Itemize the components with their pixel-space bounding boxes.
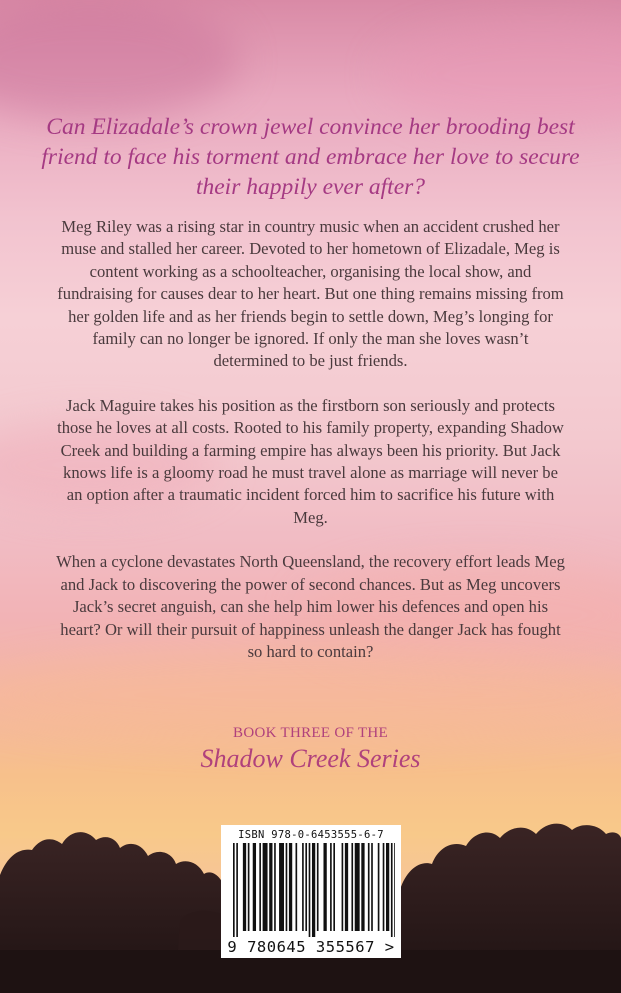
barcode-bar (274, 843, 276, 931)
series-heading (0, 724, 621, 774)
barcode-bar (361, 843, 364, 931)
tagline: Can Elizadale’s crown jewel convince her brooding best friend to face his torment and embrace her love to secure their happily ever after? (41, 114, 580, 200)
blurb-paragraph-2: Jack Maguire takes his position as the firstborn son seriously and protects those he loves at all costs. Rooted to his family property, expanding Shadow Creek and building a farming empire has always been his priority. But Jack knows life is a gloomy road he must travel alone as marriage will never be an option after a traumatic incident forced him to sacrifice his future with Meg. (57, 395, 564, 527)
barcode-bar (351, 843, 353, 931)
sky-cloud (0, 0, 240, 120)
barcode-bar (323, 843, 326, 931)
barcode-bar (312, 843, 315, 937)
barcode-bar (345, 843, 348, 931)
barcode-bar (378, 843, 380, 931)
barcode-digits: 9 780645 355567 > (227, 938, 395, 956)
barcode-bar (317, 843, 319, 931)
barcode-bar (391, 843, 393, 937)
barcode-bar (368, 843, 370, 931)
barcode-bar (236, 843, 238, 937)
barcode-bar (248, 843, 250, 931)
barcode-bar (333, 843, 335, 931)
series-kicker: BOOK THREE OF THE (233, 725, 388, 741)
barcode-bar (371, 843, 373, 931)
barcode-bar (286, 843, 288, 931)
barcode-bar (383, 843, 385, 931)
barcode-bar (233, 843, 235, 937)
barcode-bar (305, 843, 307, 931)
barcode-bar (342, 843, 344, 931)
barcode-bar (259, 843, 261, 931)
barcode-label (221, 825, 401, 958)
barcode-bar (309, 843, 311, 937)
barcode-bar (355, 843, 360, 931)
barcode-bar (330, 843, 332, 931)
blurb-paragraph-3: When a cyclone devastates North Queensland, the recovery effort leads Meg and Jack to discovering the power of second chances. But as Meg uncovers Jack’s secret anguish, can she help him lower his defences and open his heart? Or will their pursuit of happiness unleash the danger Jack has fought so hard to contain? (56, 552, 565, 661)
barcode-bar (263, 843, 268, 931)
barcode-bar (289, 843, 292, 931)
barcode-bar (279, 843, 284, 931)
barcode-bar (269, 843, 272, 931)
barcode-bar (243, 843, 246, 931)
barcode-bar (386, 843, 389, 931)
blurb-paragraph-1: Meg Riley was a rising star in country music when an accident crushed her muse and stalled her career. Devoted to her hometown of Elizadale, Meg is content working as a schoolteacher, organising the local show, and fundraising for causes dear to her heart. But one thing remains missing from her golden life and as her friends begin to settle down, Meg’s longing for family can no longer be ignored. If only the man she loves wasn’t determined to be just friends. (57, 217, 564, 371)
barcode-bar (253, 843, 256, 931)
barcode-bar (302, 843, 304, 931)
barcode-bars (227, 843, 395, 937)
barcode-bar (394, 843, 395, 937)
blurb (55, 216, 566, 685)
series-name: Shadow Creek Series (200, 744, 421, 773)
isbn-text: ISBN 978-0-6453555-6-7 (238, 829, 384, 841)
barcode-bar (296, 843, 298, 931)
